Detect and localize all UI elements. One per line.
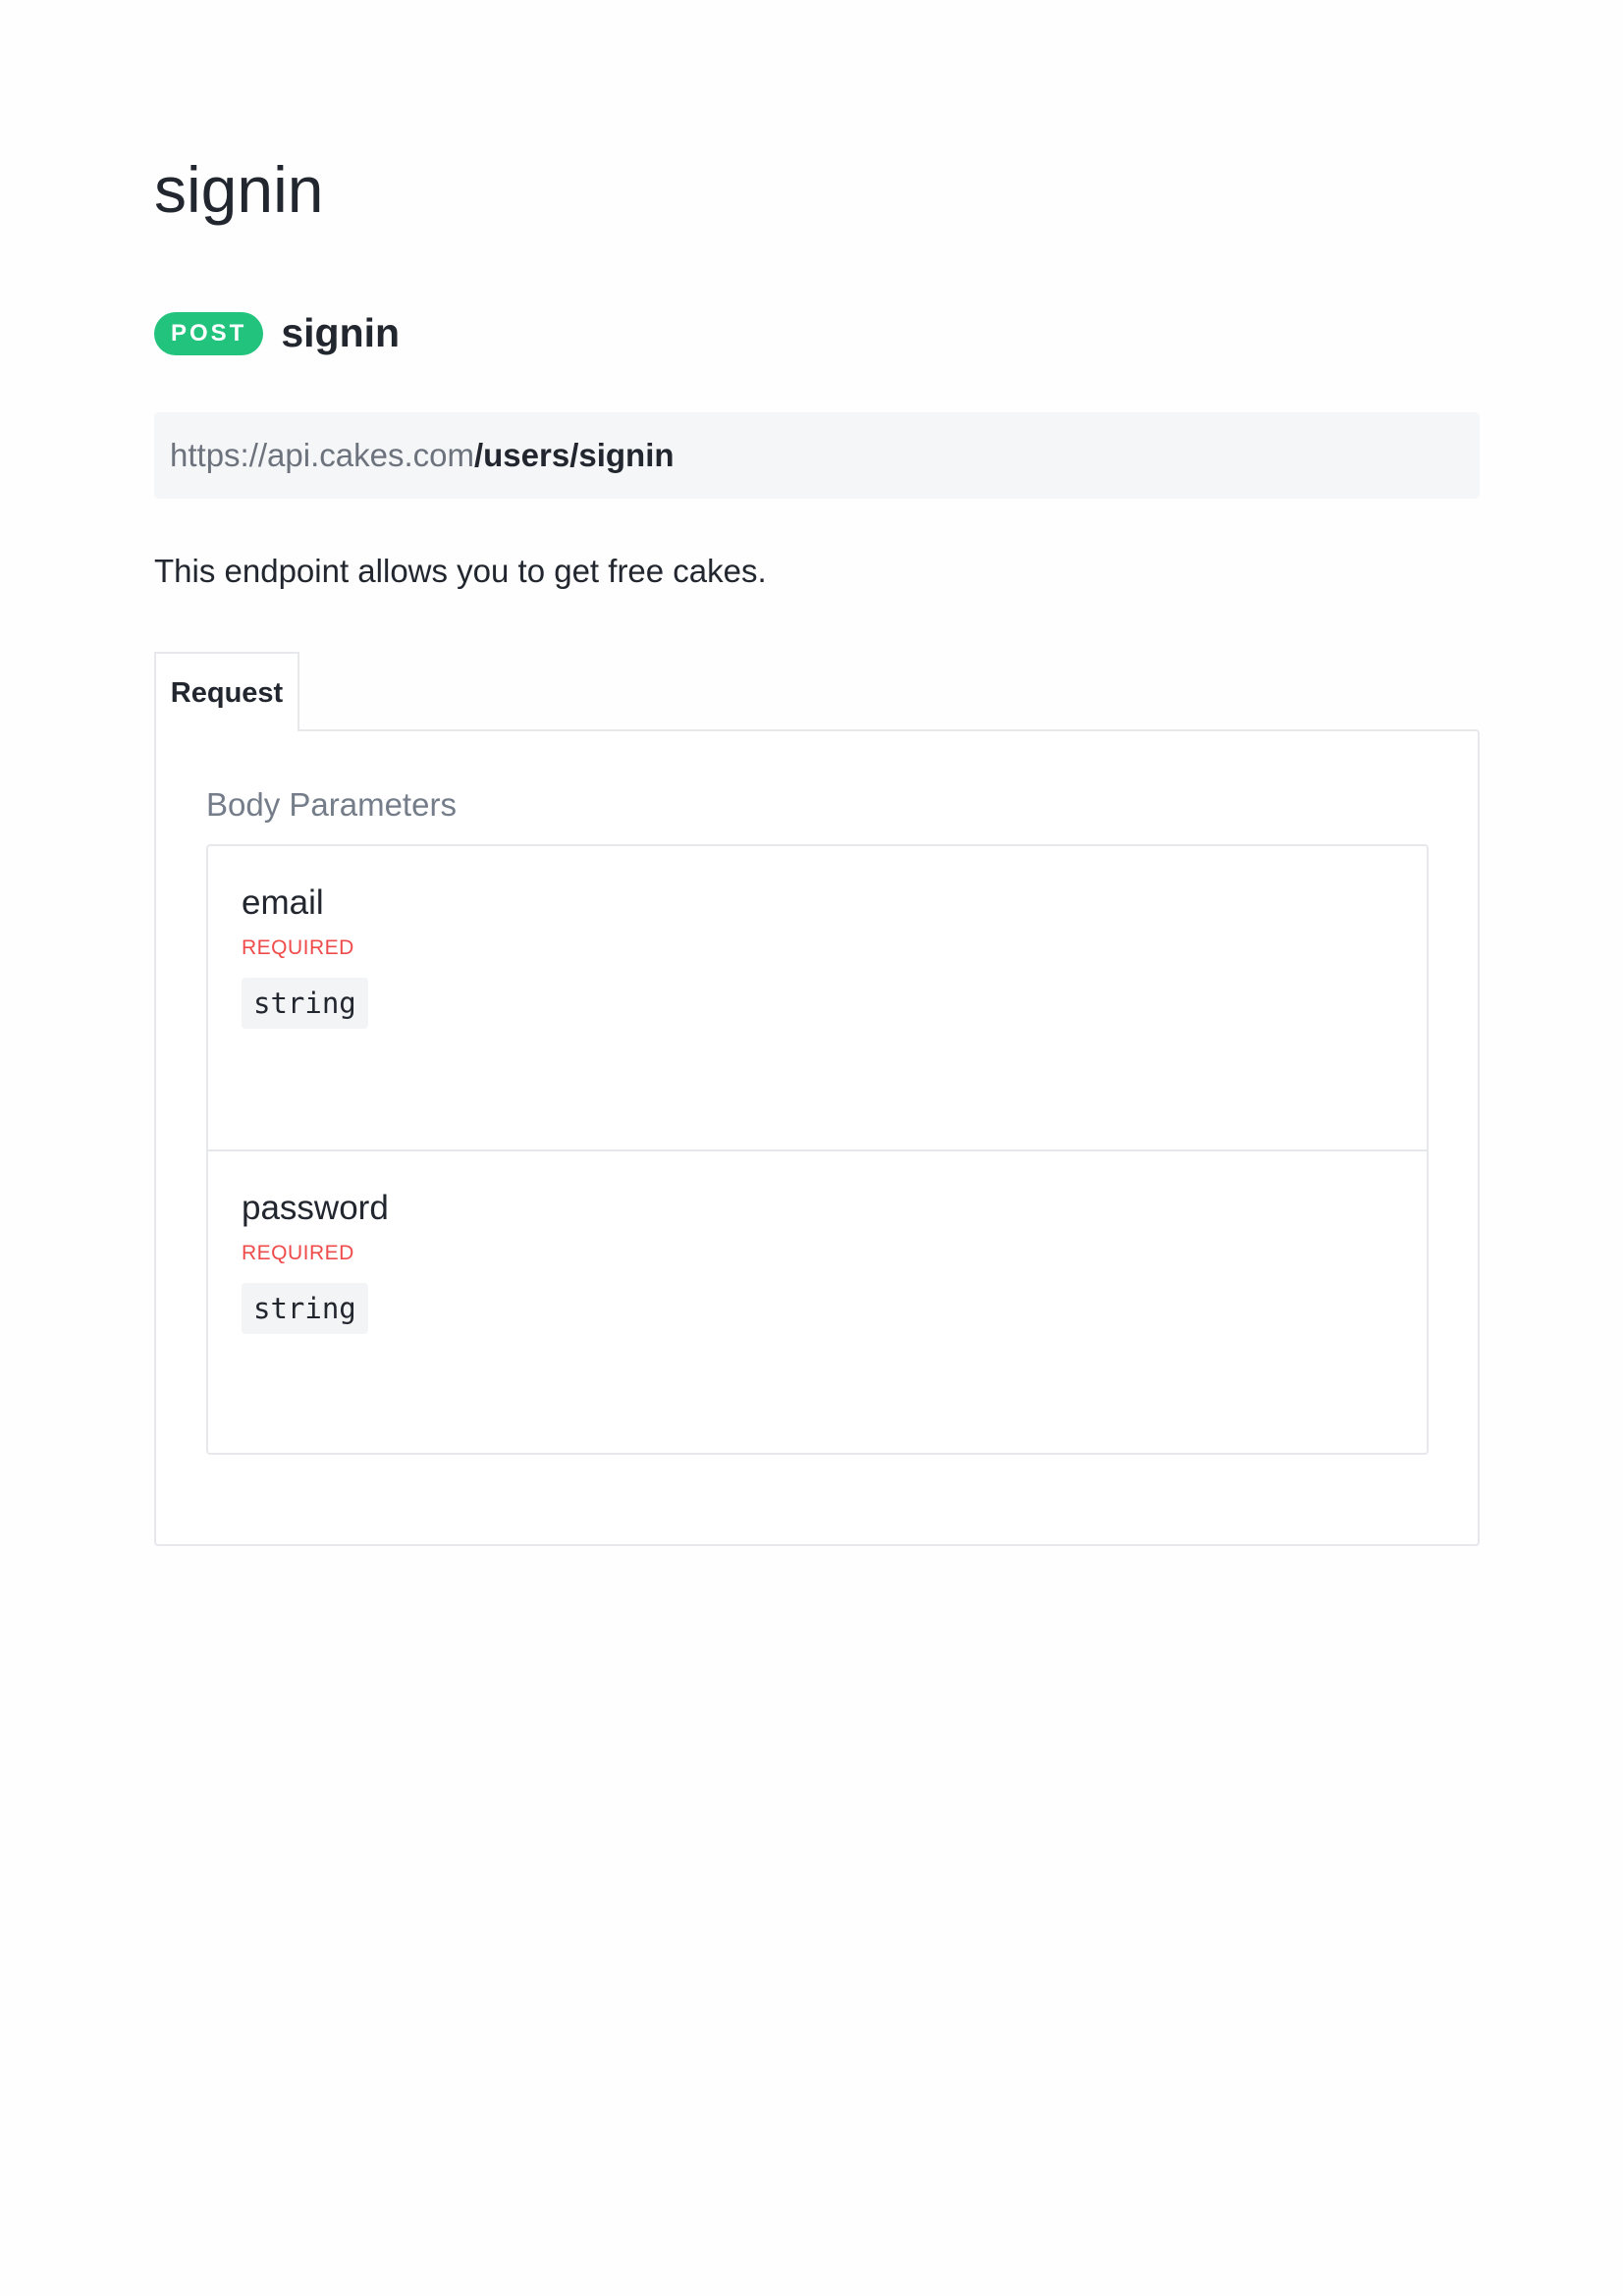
param-required-label: REQUIRED [242, 936, 354, 959]
request-panel [154, 729, 1480, 1546]
param-type: string [242, 978, 368, 1029]
body-parameters-list [206, 844, 1429, 1455]
endpoint-url [154, 412, 1480, 499]
param-required-label: REQUIRED [242, 1242, 354, 1264]
tab-request[interactable]: Request [154, 652, 299, 731]
body-parameters-title: Body Parameters [206, 786, 457, 823]
endpoint-name: signin [281, 310, 401, 355]
param-name: password [242, 1189, 389, 1227]
param-row-email [208, 846, 1427, 1149]
endpoint-description: This endpoint allows you to get free cakes. [154, 553, 767, 589]
param-row-password [208, 1149, 1427, 1453]
page-title: signin [154, 153, 324, 226]
method-badge: POST [154, 312, 263, 355]
param-name: email [242, 883, 324, 922]
url-base: https://api.cakes.com [170, 437, 474, 473]
endpoint-heading [154, 310, 400, 356]
url-path: /users/signin [473, 437, 675, 473]
param-type: string [242, 1283, 368, 1334]
